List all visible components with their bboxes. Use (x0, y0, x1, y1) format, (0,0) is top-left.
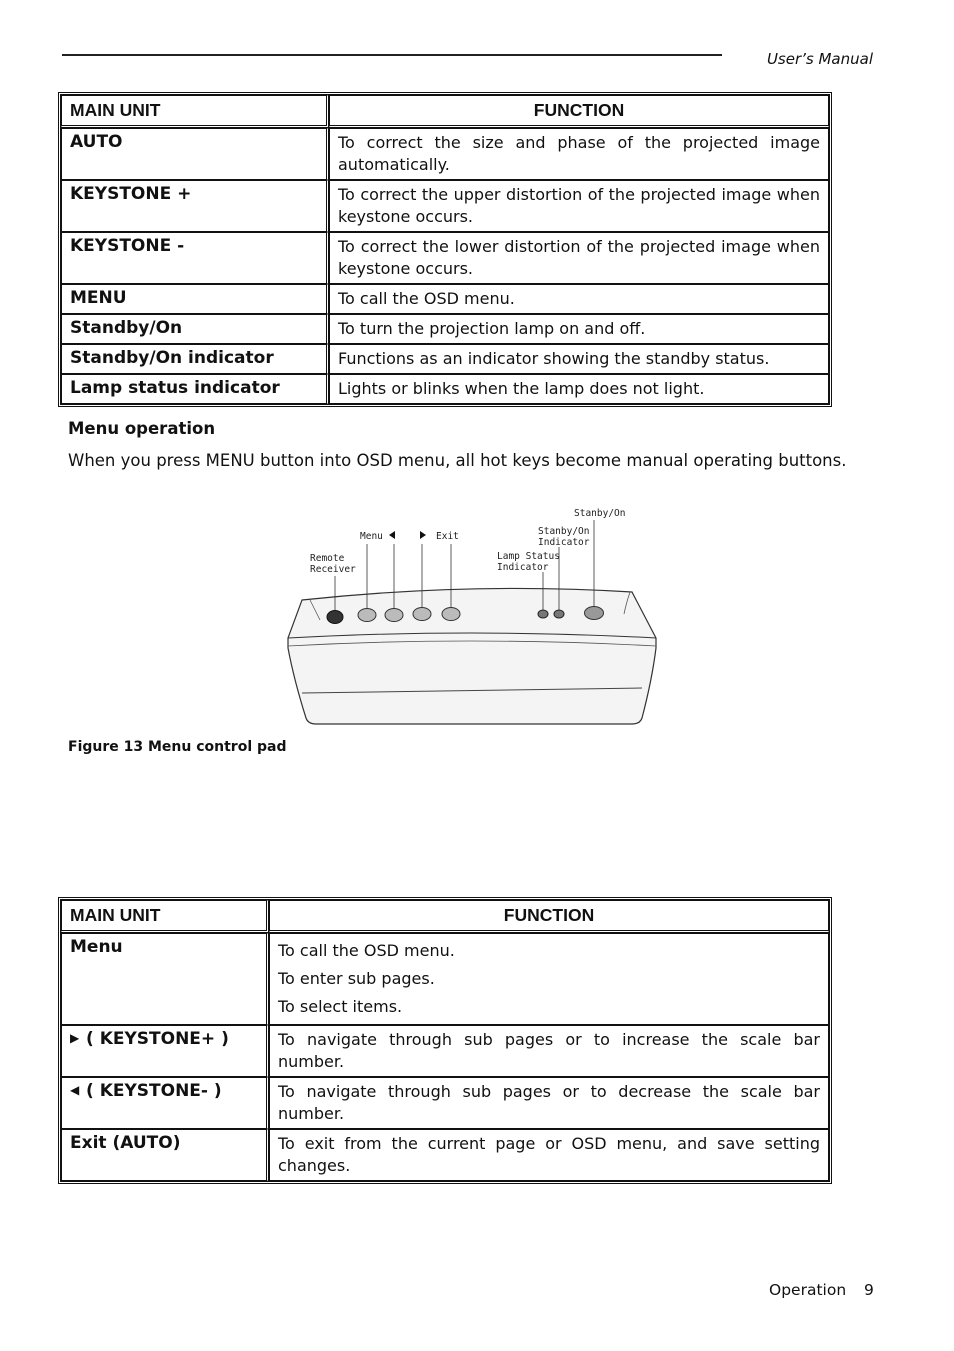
desc-line: To enter sub pages. (278, 969, 435, 988)
column-header-function: FUNCTION (329, 95, 829, 128)
row-desc: Functions as an indicator showing the standby status. (329, 344, 829, 374)
table-row (61, 933, 829, 1025)
row-desc: To correct the size and phase of the projected image automatically. (329, 128, 829, 180)
header-rule (62, 54, 722, 56)
row-desc: To turn the projection lamp on and off. (329, 314, 829, 344)
menu-button (358, 609, 376, 622)
remote-label-line2: Receiver (310, 564, 356, 575)
row-desc: To navigate through sub pages or to decrease the scale bar number. (269, 1077, 829, 1129)
column-header-function: FUNCTION (269, 900, 829, 933)
standby-label: Stanby/On (574, 508, 626, 519)
standby-indicator-label-line2: Indicator (538, 537, 590, 548)
row-key: Standby/On indicator (61, 344, 329, 374)
row-desc: To correct the upper distortion of the projected image when keystone occurs. (329, 180, 829, 232)
row-key-label: ( KEYSTONE+ ) (86, 1029, 229, 1049)
exit-label: Exit (436, 531, 459, 542)
left-triangle-icon: ◀ (70, 1083, 80, 1097)
figure-caption: Figure 13 Menu control pad (68, 739, 287, 755)
row-key: AUTO (61, 128, 329, 180)
lamp-status-indicator (538, 610, 548, 618)
standby-indicator (554, 610, 564, 618)
desc-line: To call the OSD menu. (278, 941, 455, 960)
table-row (61, 128, 829, 180)
row-key: Lamp status indicator (61, 374, 329, 404)
table-row (61, 232, 829, 284)
menu-label: Menu (360, 531, 383, 542)
table-row (61, 284, 829, 314)
section-title: Menu operation (68, 419, 216, 438)
table-row (61, 1077, 829, 1129)
row-key: MENU (61, 284, 329, 314)
row-key (61, 1077, 269, 1129)
row-key: KEYSTONE + (61, 180, 329, 232)
table-row (61, 314, 829, 344)
row-desc: To correct the lower distortion of the projected image when keystone occurs. (329, 232, 829, 284)
menu-operation-table (58, 897, 832, 1184)
right-arrow-icon (420, 531, 426, 539)
left-arrow-icon (389, 531, 395, 539)
row-key: Exit (AUTO) (61, 1129, 269, 1181)
row-desc (269, 933, 829, 1025)
remote-receiver (327, 611, 343, 624)
left-button (385, 609, 403, 622)
table-row (61, 1025, 829, 1077)
row-desc: To navigate through sub pages or to increase the scale bar number. (269, 1025, 829, 1077)
exit-button (442, 608, 460, 621)
row-desc: Lights or blinks when the lamp does not light. (329, 374, 829, 404)
row-key: Menu (61, 933, 269, 1025)
right-button (413, 608, 431, 621)
row-key: Standby/On (61, 314, 329, 344)
table-header-row (61, 900, 829, 933)
row-desc: To exit from the current page or OSD menu, and save setting changes. (269, 1129, 829, 1181)
row-key: KEYSTONE - (61, 232, 329, 284)
column-header-main-unit: MAIN UNIT (61, 900, 269, 933)
right-triangle-icon: ▶ (70, 1031, 80, 1045)
section-text: When you press MENU button into OSD menu, all hot keys become manual operating buttons. (68, 451, 847, 470)
remote-label-line1: Remote (310, 553, 345, 564)
main-unit-table (58, 92, 832, 407)
table-row (61, 1129, 829, 1181)
footer-section: Operation (769, 1281, 847, 1299)
table-header-row (61, 95, 829, 128)
lamp-status-label-line1: Lamp Status (497, 551, 560, 562)
row-key-label: ( KEYSTONE- ) (86, 1081, 222, 1101)
footer-page-number: 9 (864, 1281, 874, 1299)
column-header-main-unit: MAIN UNIT (61, 95, 329, 128)
desc-line: To select items. (278, 997, 403, 1016)
table-row (61, 180, 829, 232)
lamp-status-label-line2: Indicator (497, 562, 549, 573)
standby-indicator-label-line1: Stanby/On (538, 526, 590, 537)
table-row (61, 344, 829, 374)
header-title: User’s Manual (766, 50, 873, 68)
row-key (61, 1025, 269, 1077)
row-desc: To call the OSD menu. (329, 284, 829, 314)
menu-control-pad-figure (280, 500, 670, 730)
standby-button (585, 607, 604, 620)
table-row (61, 374, 829, 404)
